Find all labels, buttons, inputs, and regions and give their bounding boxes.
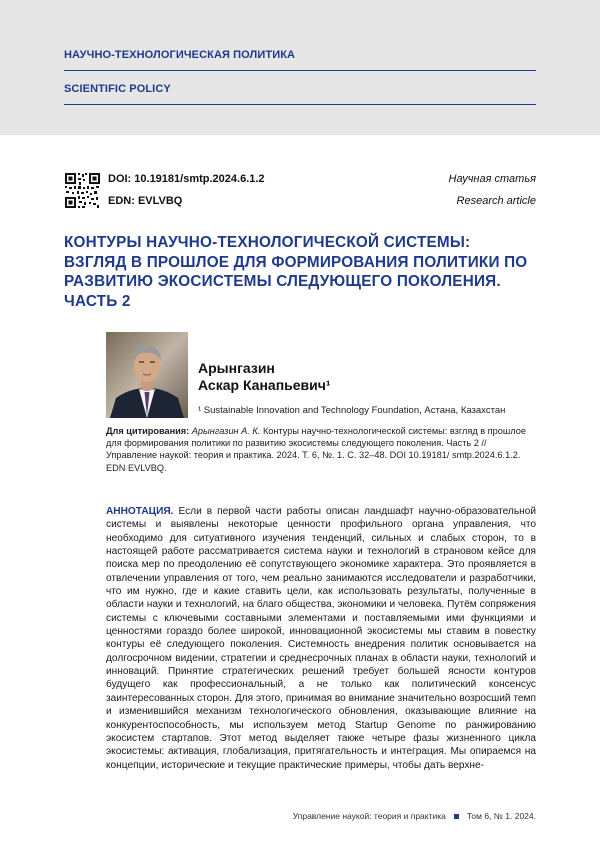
author-surname: Арынгазин <box>198 360 275 376</box>
citation-text: Контуры научно-технологической системы: взгляд в прошлое для формирования политики по развитию экосистемы следующего поколения. Часть 2 // Управление наукой: теория и практика. 2024. Т. 6, №. 1. С. 32–48. DOI 10.19181/ smtp.2024.6.1.2. EDN EVLVBQ. <box>106 426 526 473</box>
abstract-block <box>106 505 536 772</box>
citation-label: Для цитирования: <box>106 426 190 436</box>
header-divider-1 <box>64 70 536 71</box>
abstract-label: АННОТАЦИЯ. <box>106 506 174 517</box>
footer-journal: Управление наукой: теория и практика <box>292 811 446 821</box>
header-divider-2 <box>64 104 536 105</box>
author-affiliation: ¹ Sustainable Innovation and Technology Foundation, Астана, Казахстан <box>198 405 506 416</box>
author-given-name: Аскар Канапьевич¹ <box>198 377 331 393</box>
article-title: КОНТУРЫ НАУЧНО-ТЕХНОЛОГИЧЕСКОЙ СИСТЕМЫ: ВЗГЛЯД В ПРОШЛОЕ ДЛЯ ФОРМИРОВАНИЯ ПОЛИТИКИ ПО РАЗВИТИЮ ЭКОСИСТЕМЫ СЛЕДУЮЩЕГО ПОКОЛЕНИЯ. ЧАСТЬ 2 <box>64 234 528 310</box>
qr-code-icon <box>64 172 101 209</box>
doi-link[interactable]: DOI: 10.19181/smtp.2024.6.1.2 <box>108 173 265 185</box>
citation-block <box>106 425 536 474</box>
author-photo <box>106 332 188 418</box>
section-title-en: SCIENTIFIC POLICY <box>64 83 171 95</box>
square-bullet-icon <box>454 814 459 819</box>
section-title-ru: НАУЧНО-ТЕХНОЛОГИЧЕСКАЯ ПОЛИТИКА <box>64 49 296 61</box>
page-footer <box>293 811 536 821</box>
footer-issue: Том 6, № 1. 2024. <box>466 811 536 821</box>
article-type-ru: Научная статья <box>448 173 536 185</box>
article-type-en: Research article <box>456 195 536 207</box>
edn-code: EDN: EVLVBQ <box>108 195 183 207</box>
header-band <box>0 0 600 135</box>
abstract-text: Если в первой части работы описан ландшафт научно-образовательной системы и выявлены некоторые ценности профильного органа управления, что необходимо для ситуативного изучения тенденций, сильных и слабых сторон, то в настоящей работе рассматривается система науки и технологий в страновом кейсе для поиска мер по преодолению её сопутствующего экономике характера. Это проявляется в отвлечении управления от того, чем реально занимаются исследователи и разработчики, что им нужно, где и какие ставить цели, как использовать результаты, полученные в области науки и технологий, на благо общества, экономики и человека. Путём сопряжения системы с ключевыми составными элементами и поставляемыми ими функциями и ценностями гораздо более широкой, инновационной экосистемы мы ставим в повестку контуры её следующего поколения. Системность внедрения политик основывается на долгосрочном видении, стратегии и среднесрочных планах в области науки, технологий и инноваций. Принятие стратегических решений требует большей ясности контуров будущего как профессиональный, а не только как политический консенсус заинтересованных сторон. Для этого, принимая во внимание значительно возросший темп и изменившийся механизм технологического обновления, оказывающие влияние на конкурентоспособность, мы используем метод Startup Genome по ранжированию экосистем стартапов. Этот метод выделяет также четыре фазы жизненного цикла экосистемы: активация, глобализация, притягательность и интеграция. Мы опираемся на концепции, исторические и текущие практические примеры, чтобы дать верхне- <box>106 506 536 771</box>
citation-authors: Арынгазин А. К. <box>191 426 261 436</box>
author-name <box>198 360 331 394</box>
